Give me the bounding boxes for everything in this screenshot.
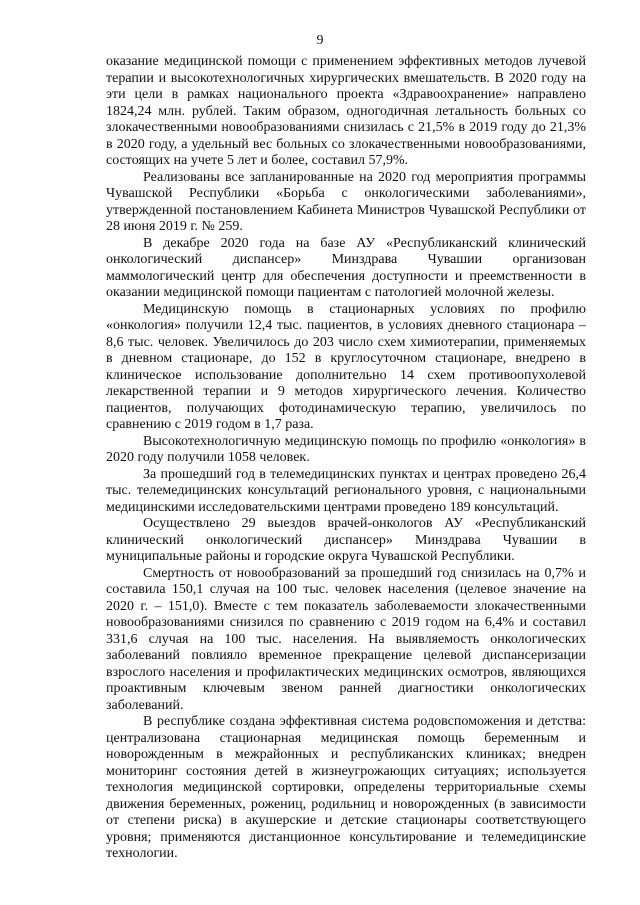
page-number: 9 xyxy=(316,33,324,48)
paragraph-obstetrics: В республике создана эффективная система родовспоможения и детства: централизована стационарная медицинская помощь беременным и новорожденным в межрайонных и республиканских клиниках; внедрен мониторинг состояния детей в жизнеугрожающих ситуациях; используется технология медицинской сортировки, определены территориальные схемы движения беременных, рожениц, родильниц и новорожденных (в зависимости от степени риска) в акушерские и детские стационары соответствующего уровня; применяются дистанционное консультирование и телемедицинские технологии. xyxy=(106,714,586,861)
paragraph-program: Реализованы все запланированные на 2020 год мероприятия программы Чувашской Республики «Борьба с онкологическими заболеваниями», утвержденной постановлением Кабинета Министров Чувашской Республики от 28 июня 2019 г. № 259. xyxy=(106,169,586,234)
paragraph-mortality: Смертность от новообразований за прошедший год снизилась на 0,7% и составила 150,1 случая на 100 тыс. человек населения (целевое значение на 2020 г. – 151,0). Вместе с тем показатель заболеваемости злокачественными новообразованиями снизился по сравнению с 2019 годом на 6,4% и составил 331,6 случая на 100 тыс. населения. На выявляемость онкологических заболеваний повлияло временное прекращение целевой диспансеризации взрослого населения и профилактических медицинских осмотров, являющихся проактивным ключевым звеном ранней диагностики онкологических заболеваний. xyxy=(106,565,586,713)
paragraph-high-tech-care: Высокотехнологичную медицинскую помощь по профилю «онкология» в 2020 году получили 1058 человек. xyxy=(106,433,586,465)
paragraph-continuation: оказание медицинской помощи с применением эффективных методов лучевой терапии и высокотехнологичных хирургических вмешательств. В 2020 году на эти цели в рамках национального проекта «Здравоохранение» направлено 1824,24 млн. рублей. Таким образом, одногодичная летальность больных со злокачественными новообразованиями снизилась с 21,5% в 2019 году до 21,3% в 2020 году, а удельный вес больных со злокачественными новообразованиями, состоящих на учете 5 лет и более, составил 57,9%. xyxy=(106,54,586,168)
paragraph-inpatient-care: Медицинскую помощь в стационарных условиях по профилю «онкология» получили 12,4 тыс. пациентов, в условиях дневного стационара – 8,6 тыс. человек. Увеличилось до 203 число схем химиотерапии, применяемых в дневном стационаре, до 152 в круглосуточном стационаре, внедрено в клиническое использование дополнительно 14 схем противоопухолевой лекарственной терапии и 9 методов хирургического лечения. Количество пациентов, получающих фотодинамическую терапию, увеличилось по сравнению с 2019 годом в 1,7 раза. xyxy=(106,301,586,432)
paragraph-mammology-center: В декабре 2020 года на базе АУ «Республиканский клинический онкологический диспансер» Минздрава Чувашии организован маммологический центр для обеспечения доступности и преемственности в оказании медицинской помощи пациентам с патологией молочной железы. xyxy=(106,235,586,300)
body-text xyxy=(106,54,586,863)
paragraph-oncologist-visits: Осуществлено 29 выездов врачей-онкологов АУ «Республиканский клинический онкологический диспансер» Минздрава Чувашии в муниципальные районы и городские округа Чувашской Республики. xyxy=(106,516,586,564)
paragraph-telemedicine: За прошедший год в телемедицинских пунктах и центрах проведено 26,4 тыс. телемедицинских консультаций регионального уровня, с национальными медицинскими исследовательскими центрами проведено 189 консультаций. xyxy=(106,466,586,515)
